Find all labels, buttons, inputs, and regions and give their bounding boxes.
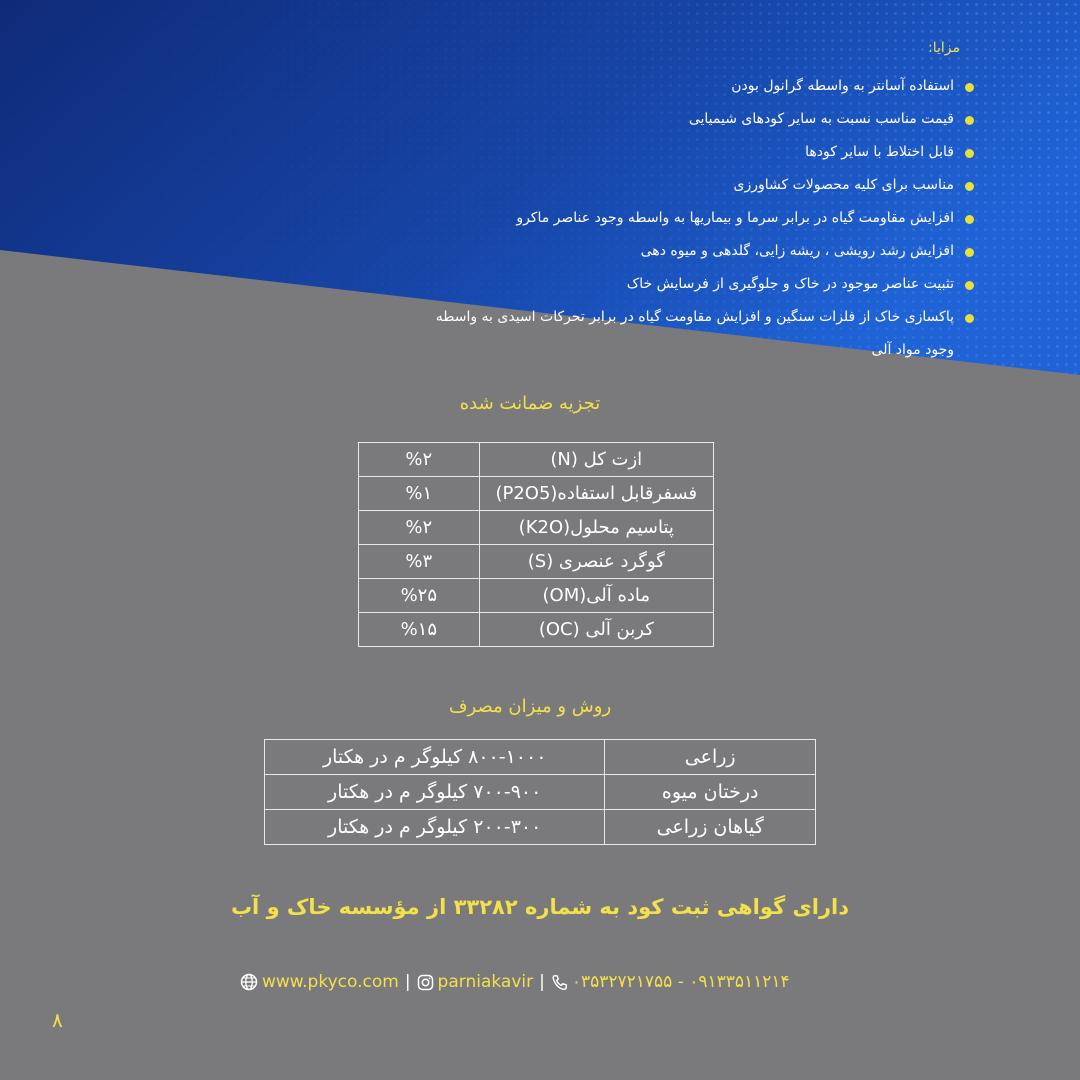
table-row (359, 545, 714, 579)
crop-type: گیاهان زراعی (605, 810, 816, 845)
nutrient-name: فسفرقابل استفاده(P2O5) (479, 477, 713, 511)
bullet-icon (965, 182, 974, 191)
benefit-item: افزایش مقاومت گیاه در برابر سرما و بیماریها به واسطه وجود عناصر ماکرو (434, 202, 974, 235)
benefit-item: پاکسازی خاک از فلزات سنگین و افزایش مقاومت گیاه در برابر تحرکات اسیدی به واسطه وجود مواد آلی (434, 301, 974, 367)
table-row (359, 613, 714, 647)
benefit-item: قیمت مناسب نسبت به سایر کودهای شیمیایی (434, 103, 974, 136)
page-number: ۸ (52, 1008, 63, 1032)
nutrient-value: %۱۵ (359, 613, 480, 647)
usage-amount: ۷۰۰-۹۰۰ کیلوگر م در هکتار (265, 775, 605, 810)
bullet-icon (965, 314, 974, 323)
table-row (359, 511, 714, 545)
nutrient-name: کربن آلی (OC) (479, 613, 713, 647)
usage-title: روش و میزان مصرف (448, 696, 612, 717)
crop-type: درختان میوه (605, 775, 816, 810)
instagram-icon (417, 974, 434, 991)
usage-amount: ۲۰۰-۳۰۰ کیلوگر م در هکتار (265, 810, 605, 845)
footer-separator: | (404, 972, 411, 992)
instagram-handle[interactable]: parniakavir (437, 972, 534, 992)
table-row (359, 443, 714, 477)
nutrient-name: ماده آلی(OM) (479, 579, 713, 613)
bullet-icon (965, 83, 974, 92)
analysis-table (358, 442, 714, 647)
table-row (265, 740, 816, 775)
bullet-icon (965, 149, 974, 158)
usage-table (264, 739, 816, 845)
bullet-icon (965, 116, 974, 125)
bullet-icon (965, 248, 974, 257)
benefit-item: مناسب برای کلیه محصولات کشاورزی (434, 169, 974, 202)
table-row (265, 810, 816, 845)
bullet-icon (965, 215, 974, 224)
website-link[interactable]: www.pkyco.com (262, 972, 399, 992)
benefits-title: مزایا: (928, 40, 960, 56)
contact-footer (240, 968, 860, 996)
nutrient-value: %۲ (359, 443, 480, 477)
phone-icon (551, 974, 568, 991)
usage-amount: ۸۰۰-۱۰۰۰ کیلوگر م در هکتار (265, 740, 605, 775)
table-row (359, 579, 714, 613)
table-row (265, 775, 816, 810)
footer-separator: | (539, 972, 545, 992)
nutrient-value: %۲ (359, 511, 480, 545)
nutrient-value: %۲۵ (359, 579, 480, 613)
benefit-item: تثبیت عناصر موجود در خاک و جلوگیری از فرسایش خاک (434, 268, 974, 301)
benefit-item: قابل اختلاط با سایر کودها (434, 136, 974, 169)
nutrient-name: پتاسیم محلول(K2O) (479, 511, 713, 545)
certificate-note: دارای گواهی ثبت کود به شماره ۳۳۲۸۲ از مؤسسه خاک و آب (230, 895, 850, 919)
benefit-item: افزایش رشد رویشی ، ریشه زایی، گلدهی و میوه دهی (434, 235, 974, 268)
globe-icon (240, 973, 258, 991)
nutrient-name: ازت کل (N) (479, 443, 713, 477)
analysis-title: تجزیه ضمانت شده (459, 393, 601, 414)
benefit-item: استفاده آسانتر به واسطه گرانول بودن (434, 70, 974, 103)
nutrient-value: %۳ (359, 545, 480, 579)
phone-numbers: ۰۹۱۳۳۵۱۱۲۱۴ - ۰۳۵۳۲۷۲۱۷۵۵ (571, 972, 790, 992)
crop-type: زراعی (605, 740, 816, 775)
nutrient-value: %۱ (359, 477, 480, 511)
table-row (359, 477, 714, 511)
nutrient-name: گوگرد عنصری (S) (479, 545, 713, 579)
benefits-list (434, 70, 974, 367)
bullet-icon (965, 281, 974, 290)
